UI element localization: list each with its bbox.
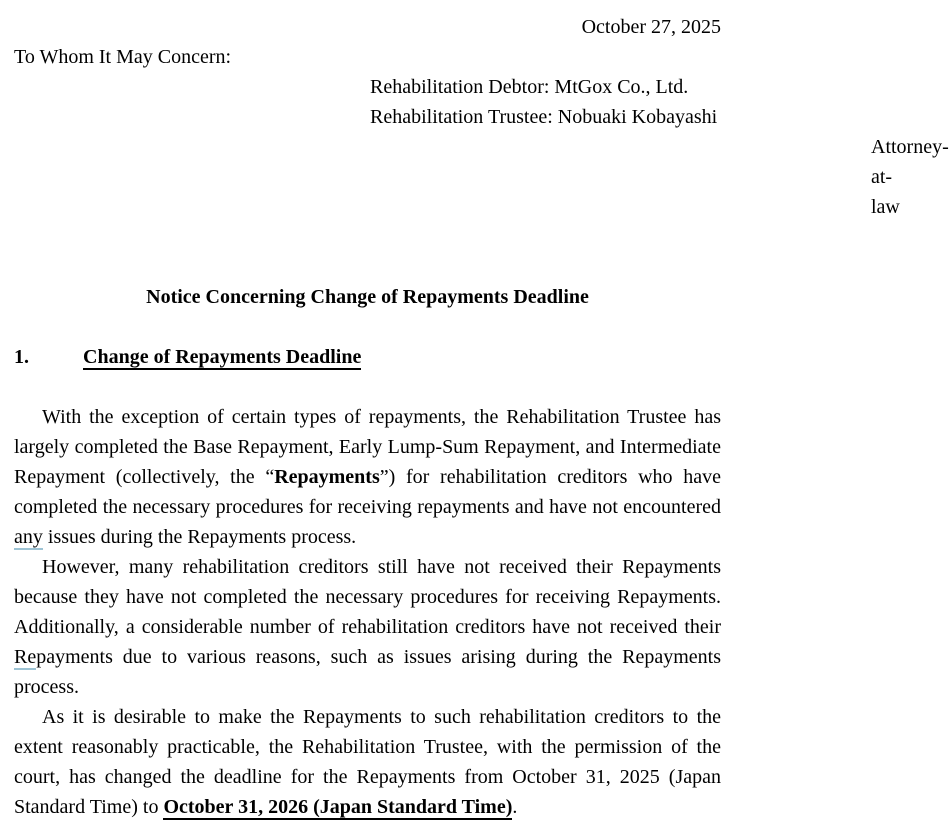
section-number: 1. — [14, 346, 29, 368]
paragraph-deadline-changed — [14, 702, 721, 822]
salutation: To Whom It May Concern: — [14, 46, 232, 68]
section-heading: Change of Repayments Deadline — [83, 346, 362, 368]
text-segment: ”) for rehabilitation creditors who have completed the necessary procedures for receiving repayments and have not encountered — [14, 466, 721, 518]
text-segment: October 31, 2026 (Japan Standard Time) — [163, 796, 513, 818]
attorney-at-law-line: Attorney-at-law — [871, 136, 949, 218]
document-date: October 27, 2025 — [581, 16, 721, 38]
text-segment: payments due to various reasons, such as issues arising during the Repayments process. — [14, 646, 721, 698]
section-heading-row — [14, 342, 721, 372]
text-segment: However, many rehabilitation creditors still have not received their Repayments because they have not completed the necessary procedures for receiving Repayments. Additionally, a considerable number of rehabilitation creditors have not received their — [14, 556, 721, 638]
paragraph-creditors-not-received — [14, 552, 721, 702]
paragraph-repayments-completed — [14, 402, 721, 552]
text-segment: Re — [14, 646, 37, 668]
sender-block — [14, 72, 949, 222]
text-segment: Repayments — [274, 466, 380, 488]
rehabilitation-trustee-line: Rehabilitation Trustee: Nobuaki Kobayashi — [370, 106, 718, 128]
document-title: Notice Concerning Change of Repayments Deadline — [146, 286, 589, 308]
text-segment: issues during the Repayments process. — [42, 526, 357, 548]
rehabilitation-debtor-line: Rehabilitation Debtor: MtGox Co., Ltd. — [370, 76, 689, 98]
text-segment: As it is desirable to make the Repayments to such rehabilitation creditors to the extent reasonably practicable, the Rehabilitation Trustee, with the permission of the court, has changed the deadline for the Repayments from October 31, 2025 (Japan Standard Time) to — [14, 706, 721, 818]
text-segment: . — [512, 796, 518, 818]
text-segment: any — [14, 526, 43, 548]
text-segment: With the exception of certain types of repayments, the Rehabilitation Trustee has largely completed the Base Repayment, Early Lump-Sum Repayment, and Intermediate Repayment (collectively, the “ — [14, 406, 721, 488]
